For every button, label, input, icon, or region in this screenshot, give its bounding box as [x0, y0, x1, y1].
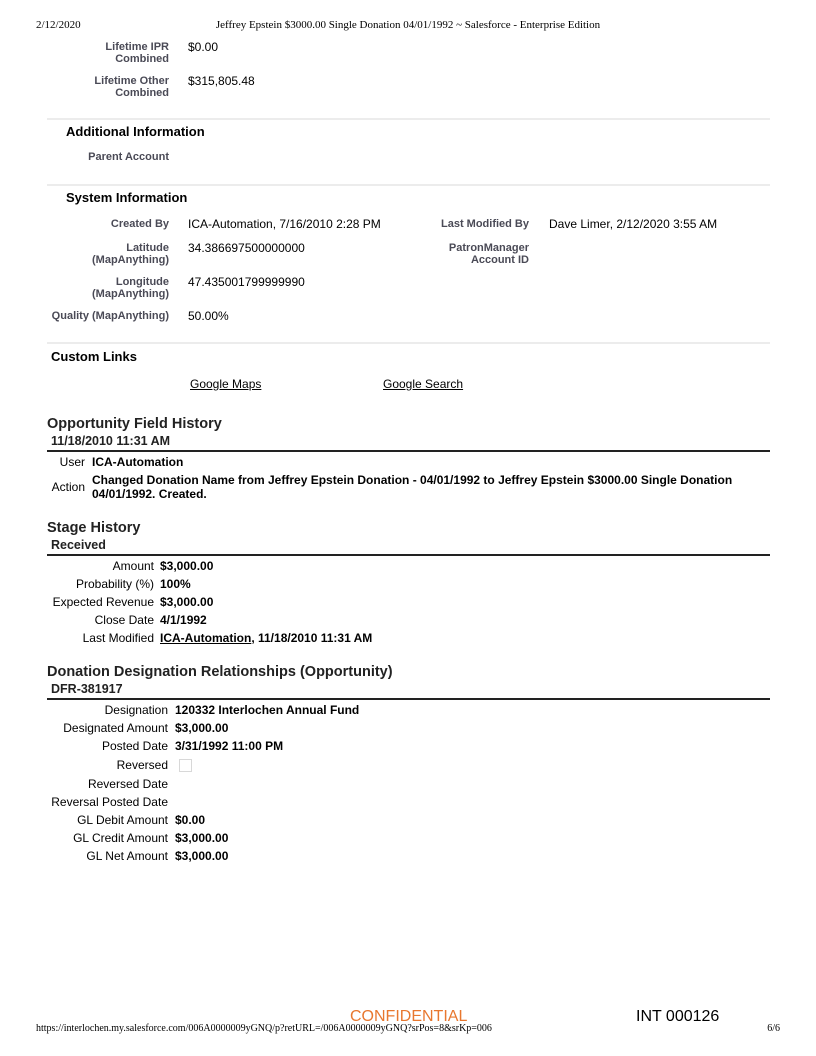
field-history-action-value	[92, 473, 732, 501]
parent-account-label: Parent Account	[88, 151, 169, 163]
gl-credit-value: $3,000.00	[175, 831, 229, 845]
lifetime-other-label-line1: Lifetime Other	[94, 75, 169, 87]
gl-debit-value: $0.00	[175, 813, 206, 827]
print-title: Jeffrey Epstein $3000.00 Single Donation 04/01/1992 ~ Salesforce - Enterprise Edition	[215, 19, 601, 31]
stage-amount-value: $3,000.00	[160, 559, 214, 573]
system-info-rule	[47, 184, 770, 186]
field-history-action-line1: Changed Donation Name from Jeffrey Epstein Donation - 04/01/1992 to Jeffrey Epstein $3000.00 Single Donation	[92, 473, 733, 487]
designated-amount-label: Designated Amount	[63, 721, 168, 735]
confidential-stamp: CONFIDENTIAL	[350, 1008, 468, 1025]
print-url: https://interlochen.my.salesforce.com/006A0000009yGNQ/p?retURL=/006A0000009yGNQ?srPos=8&srKp=006	[36, 1023, 492, 1034]
lifetime-ipr-label-line1: Lifetime IPR	[105, 41, 169, 53]
quality-label: Quality (MapAnything)	[51, 310, 169, 322]
lifetime-other-label-line2: Combined	[115, 87, 169, 99]
longitude-label-line1: Longitude	[115, 276, 169, 288]
gl-credit-label: GL Credit Amount	[73, 831, 168, 845]
stage-close-date-value: 4/1/1992	[160, 613, 207, 627]
stage-last-modified-value	[160, 631, 372, 645]
stage-history-title: Stage History	[47, 520, 141, 536]
longitude-label-line2: (MapAnything)	[92, 288, 169, 300]
lifetime-other-label	[39, 75, 169, 99]
field-history-rule	[47, 450, 770, 452]
reversed-date-label: Reversed Date	[87, 777, 168, 791]
print-page-number: 6/6	[767, 1023, 780, 1034]
reversed-checkbox[interactable]	[179, 759, 192, 772]
gl-debit-label: GL Debit Amount	[77, 813, 168, 827]
reversed-label: Reversed	[116, 758, 168, 772]
created-by-value: ICA-Automation, 7/16/2010 2:28 PM	[188, 217, 381, 231]
designated-amount-value: $3,000.00	[175, 721, 229, 735]
custom-links-title: Custom Links	[51, 349, 137, 364]
stage-amount-label: Amount	[112, 559, 154, 573]
gl-net-value: $3,000.00	[175, 849, 229, 863]
lifetime-ipr-value: $0.00	[188, 40, 219, 54]
designation-value: 120332 Interlochen Annual Fund	[175, 703, 360, 717]
latitude-label-line1: Latitude	[126, 242, 169, 254]
lifetime-other-value: $315,805.48	[188, 74, 255, 88]
designation-label: Designation	[104, 703, 168, 717]
google-maps-link[interactable]: Google Maps	[190, 377, 262, 391]
longitude-value: 47.435001799999990	[188, 275, 305, 289]
patronmanager-label-line2: Account ID	[470, 254, 529, 266]
stage-expected-revenue-label: Expected Revenue	[52, 595, 154, 609]
stage-last-modified-user-link[interactable]: ICA-Automation	[160, 631, 252, 645]
stage-close-date-label: Close Date	[94, 613, 154, 627]
created-by-label: Created By	[110, 218, 169, 230]
google-search-link[interactable]: Google Search	[383, 377, 464, 391]
patronmanager-label	[399, 242, 529, 266]
last-modified-by-value: Dave Limer, 2/12/2020 3:55 AM	[549, 217, 718, 231]
latitude-label-line2: (MapAnything)	[92, 254, 169, 266]
latitude-value: 34.386697500000000	[188, 241, 305, 255]
designation-rule	[47, 698, 770, 700]
additional-info-title: Additional Information	[66, 124, 205, 139]
gl-net-label: GL Net Amount	[86, 849, 168, 863]
custom-links-rule	[47, 342, 770, 344]
additional-info-rule	[47, 118, 770, 120]
stage-expected-revenue-value: $3,000.00	[160, 595, 214, 609]
field-history-timestamp: 11/18/2010 11:31 AM	[51, 434, 171, 448]
system-info-title: System Information	[66, 190, 188, 205]
bates-number: INT 000126	[636, 1008, 720, 1025]
longitude-label	[39, 276, 169, 300]
designation-title: Donation Designation Relationships (Opportunity)	[47, 664, 393, 680]
posted-date-value: 3/31/1992 11:00 PM	[175, 739, 284, 753]
field-history-user-value: ICA-Automation	[92, 455, 184, 469]
last-modified-by-label: Last Modified By	[440, 218, 529, 230]
stage-probability-label: Probability (%)	[75, 577, 154, 591]
print-header	[0, 19, 816, 33]
stage-last-modified-label: Last Modified	[82, 631, 154, 645]
field-history-user-label: User	[59, 455, 85, 469]
stage-history-stage: Received	[51, 538, 106, 552]
latitude-label	[39, 242, 169, 266]
lifetime-ipr-label-line2: Combined	[115, 53, 169, 65]
designation-record: DFR-381917	[51, 682, 123, 696]
reversal-posted-date-label: Reversal Posted Date	[51, 795, 168, 809]
field-history-action-line2: 04/01/1992. Created.	[92, 487, 207, 501]
posted-date-label: Posted Date	[101, 739, 168, 753]
stage-last-modified-time: , 11/18/2010 11:31 AM	[251, 631, 373, 645]
field-history-title: Opportunity Field History	[47, 416, 222, 432]
field-history-action-label: Action	[51, 480, 85, 494]
print-date: 2/12/2020	[36, 19, 81, 31]
quality-value: 50.00%	[188, 309, 229, 323]
stage-probability-value: 100%	[160, 577, 191, 591]
stage-history-rule	[47, 554, 770, 556]
patronmanager-label-line1: PatronManager	[448, 242, 529, 254]
lifetime-ipr-label	[39, 41, 169, 65]
